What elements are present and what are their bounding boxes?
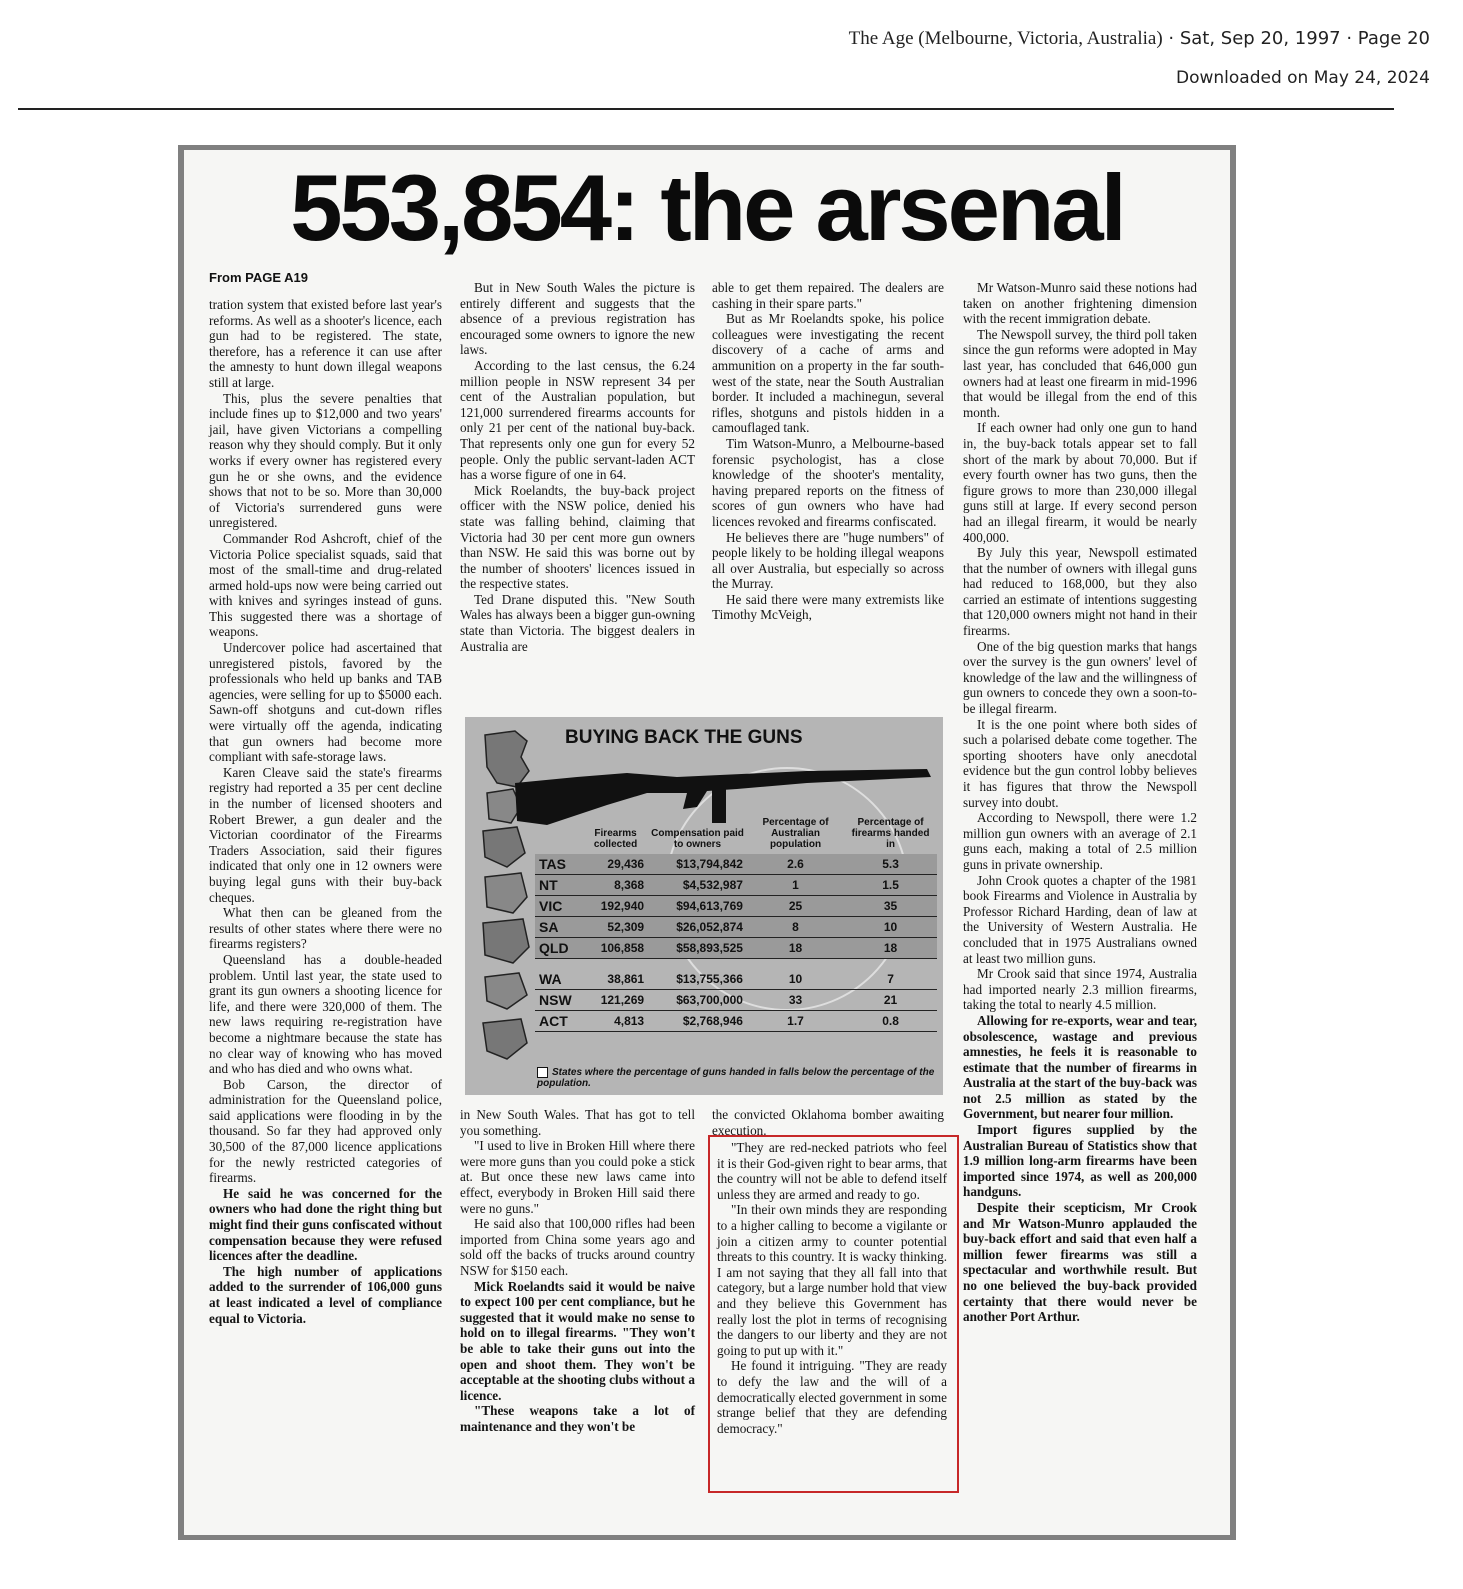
article-column-2-continued bbox=[460, 1107, 695, 1487]
paragraph: He found it intriguing. "They are ready to defy the law and the will of a democratically elected government in some strange belief that they are defending democracy." bbox=[717, 1358, 947, 1436]
table-cell: 4,813 bbox=[583, 1011, 648, 1032]
graphic-title: BUYING BACK THE GUNS bbox=[565, 727, 803, 748]
paragraph: The Newspoll survey, the third poll taken since the gun reforms were adopted in May last year, has concluded that 646,000 gun owners had at least one firearm in mid-1996 that would be illegal from the end of this month. bbox=[963, 326, 1197, 420]
paragraph: He said also that 100,000 rifles had been imported from China some years ago and sold off the backs of trucks around country NSW for $150 each. bbox=[460, 1216, 695, 1278]
table-cell: 29,436 bbox=[583, 854, 648, 875]
graphic-legend-note bbox=[537, 1067, 937, 1089]
table-row bbox=[535, 896, 937, 917]
paragraph: He said he was concerned for the owners who had done the right thing but might find their guns confiscated without compensation because they were refused licences after the deadline. bbox=[209, 1185, 442, 1264]
highlight-box bbox=[708, 1135, 959, 1493]
table-cell: 10 bbox=[844, 917, 937, 938]
article-column-1 bbox=[209, 297, 442, 1487]
paragraph: the convicted Oklahoma bomber awaiting execution. bbox=[712, 1107, 944, 1138]
paragraph: in New South Wales. That has got to tell you something. bbox=[460, 1107, 695, 1138]
paragraph: able to get them repaired. The dealers are cashing in their spare parts." bbox=[712, 280, 944, 311]
table-cell: 7 bbox=[844, 969, 937, 990]
column-header: Compensation paid to owners bbox=[651, 828, 744, 850]
state-label: WA bbox=[535, 969, 583, 990]
table-cell: 192,940 bbox=[583, 896, 648, 917]
paragraph: Karen Cleave said the state's firearms registry had reported a 35 per cent decline in the number of licensed shooters and Robert Brewer, a gun dealer and the Victorian coordinator of the Firearms Traders Association, said their figures indicated that only one in 12 owners were buying legal guns with their buy-back cheques. bbox=[209, 764, 442, 905]
article-headline: 553,854: the arsenal bbox=[290, 155, 1124, 260]
table-cell: 121,269 bbox=[583, 990, 648, 1011]
clipping-paper bbox=[184, 150, 1230, 1535]
paragraph: According to the last census, the 6.24 million people in NSW represent 34 per cent of the Australian population, but 121,000 surrendered firearms accounts for only 21 per cent of the national buy-back. That represents only one gun for every 52 people. Only the public servant-laden ACT has a worse figure of one in 64. bbox=[460, 357, 695, 483]
buyback-graphic bbox=[465, 717, 943, 1095]
paragraph: Mr Watson-Munro said these notions had taken on another frightening dimension with the recent immigration debate. bbox=[963, 280, 1197, 327]
table-header-row bbox=[535, 815, 937, 854]
paragraph: John Crook quotes a chapter of the 1981 book Firearms and Violence in Australia by Professor Richard Harding, dean of law at the University of Western Australia. He concluded that in 1975 Australians owned at least two million guns. bbox=[963, 872, 1197, 966]
paragraph: The high number of applications added to the surrender of 106,000 guns at least indicated a level of compliance equal to Victoria. bbox=[209, 1263, 442, 1326]
source-line: The Age (Melbourne, Victoria, Australia) · Sat, Sep 20, 1997 · Page 20 bbox=[848, 28, 1430, 49]
table-row bbox=[535, 854, 937, 875]
table-cell: 35 bbox=[844, 896, 937, 917]
paragraph: If each owner had only one gun to hand in, the buy-back totals appear set to fall short of the mark by about 70,000. But if every fourth owner has two guns, then the figure grows to more than 230,000 illegal guns still at large. If every second person had an illegal firearm, it would be nearly 400,000. bbox=[963, 420, 1197, 545]
table-cell: 10 bbox=[747, 969, 844, 990]
table-cell: 106,858 bbox=[583, 938, 648, 959]
paragraph: By July this year, Newspoll estimated that the number of owners with illegal guns had reduced to 168,000, but they also carried an estimate of intentions suggesting that 120,000 owners might not hand in their firearms. bbox=[963, 545, 1197, 639]
table-cell: 8 bbox=[747, 917, 844, 938]
paragraph: What then can be gleaned from the results of other states where there were no firearms registers? bbox=[209, 905, 442, 952]
table-row bbox=[535, 1011, 937, 1032]
paragraph: Commander Rod Ashcroft, chief of the Victoria Police specialist squads, said that most of the small-time and drug-related armed hold-ups now were being carried out with knives and syringes instead of guns. This suggested there was a shortage of weapons. bbox=[209, 530, 442, 640]
paragraph: "These weapons take a lot of maintenance and they won't be bbox=[460, 1403, 695, 1434]
header-divider bbox=[18, 108, 1394, 110]
table-cell: 18 bbox=[747, 938, 844, 959]
table-cell: 52,309 bbox=[583, 917, 648, 938]
newspaper-clipping bbox=[178, 145, 1236, 1540]
publication-date: Sat, Sep 20, 1997 bbox=[1179, 28, 1341, 49]
paragraph: According to Newspoll, there were 1.2 million gun owners with an average of 2.1 guns each, making a total of 2.5 million guns in private ownership. bbox=[963, 810, 1197, 872]
table-cell: 8,368 bbox=[583, 875, 648, 896]
paragraph: He said there were many extremists like Timothy McVeigh, bbox=[712, 591, 944, 623]
paragraph: Mick Roelandts said it would be naive to expect 100 per cent compliance, but he suggested that it would make no sense to hold on to illegal firearms. "They won't be able to take their guns out into the open and shoot them. They won't be acceptable at the shooting clubs without a licence. bbox=[460, 1278, 695, 1403]
state-label: NSW bbox=[535, 990, 583, 1011]
paragraph: Queensland has a double-headed problem. Until last year, the state used to grant its gun owners a shooting licence for life, and there were 320,000 of them. The new laws requiring re-registration have become a nightmare because the state has no clear way of knowing who has moved and who has died and who owns what. bbox=[209, 951, 442, 1077]
paragraph: "In their own minds they are responding to a higher calling to become a vigilante or join a citizen army to counter potential threats to this country. It is wacky thinking. I am not saying that they all fall into that category, but a large number hold that view and they believe this Government has really lost the plot in terms of recognising the dangers to our liberty and they are not going to put up with it." bbox=[717, 1202, 947, 1358]
table-cell: $63,700,000 bbox=[648, 990, 747, 1011]
paragraph: But in New South Wales the picture is entirely different and suggests that the absence of a previous registration has encouraged some owners to ignore the new laws. bbox=[460, 280, 695, 358]
table-cell: 33 bbox=[747, 990, 844, 1011]
state-label: SA bbox=[535, 917, 583, 938]
table-cell: 5.3 bbox=[844, 854, 937, 875]
state-label: NT bbox=[535, 875, 583, 896]
table-cell: 2.6 bbox=[747, 854, 844, 875]
table-cell: $2,768,946 bbox=[648, 1011, 747, 1032]
paragraph: It is the one point where both sides of such a polarised debate come together. The sporting shooters have only anecdotal evidence but the gun control lobby believes it has figures that throw the Newspoll survey into doubt. bbox=[963, 716, 1197, 810]
table-cell: 0.8 bbox=[844, 1011, 937, 1032]
table-cell: 38,861 bbox=[583, 969, 648, 990]
state-label: QLD bbox=[535, 938, 583, 959]
table-cell: 1 bbox=[747, 875, 844, 896]
paragraph: Undercover police had ascertained that unregistered pistols, favored by the professionals who held up banks and TAB agencies, were selling for up to $5000 each. Sawn-off shotguns and cut-down rifles were virtually off the agenda, indicating that gun owners had become more compliant with safe-storage laws. bbox=[209, 640, 442, 765]
table-row bbox=[535, 938, 937, 959]
paragraph: tration system that existed before last year's reforms. As well as a shooter's licence, each gun had to be registered. The state, therefore, has a reference it can use after the amnesty to hunt down illegal weapons still at large. bbox=[209, 297, 442, 390]
table-cell: 25 bbox=[747, 896, 844, 917]
page-number: Page 20 bbox=[1357, 28, 1430, 49]
paragraph: Mick Roelandts, the buy-back project officer with the NSW police, denied his state was falling behind, claiming that Victoria had 30 per cent more gun owners than NSW. He said this was borne out by the number of shooters' licences issued in the respective states. bbox=[460, 482, 695, 592]
paragraph: "They are red-necked patriots who feel it is their God-given right to bear arms, that the country will not be able to defend itself unless they are armed and ready to go. bbox=[717, 1140, 947, 1202]
article-column-4 bbox=[963, 280, 1197, 1480]
paragraph: Tim Watson-Munro, a Melbourne-based forensic psychologist, has a close knowledge of the shooter's mentality, having prepared reports on the fitness of scores of gun owners who have had licences revoked and firearms confiscated. bbox=[712, 435, 944, 529]
publication-name: The Age (Melbourne, Victoria, Australia) bbox=[848, 28, 1163, 49]
legend-swatch-icon bbox=[537, 1067, 548, 1078]
state-label: ACT bbox=[535, 1011, 583, 1032]
paragraph: One of the big question marks that hangs over the survey is the gun owners' level of knowledge of the law and the willingness of gun owners to concede they own a soon-to-be illegal firearm. bbox=[963, 638, 1197, 717]
paragraph: Bob Carson, the director of administration for the Queensland police, said applications were flooding in by the thousand. So far they had approved only 30,500 of the 87,000 licence applications for the newly restricted categories of firearms. bbox=[209, 1076, 442, 1186]
table-cell: $58,893,525 bbox=[648, 938, 747, 959]
table-cell: $4,532,987 bbox=[648, 875, 747, 896]
article-column-3 bbox=[712, 280, 944, 700]
table-spacer bbox=[535, 959, 937, 970]
paragraph: He believes there are "huge numbers" of people likely to be holding illegal weapons all over Australia, but especially so across the Murray. bbox=[712, 529, 944, 592]
table-cell: $26,052,874 bbox=[648, 917, 747, 938]
table-cell: 1.5 bbox=[844, 875, 937, 896]
column-header: Percentage of firearms handed in bbox=[851, 817, 930, 850]
column-header: Percentage of Australian population bbox=[762, 817, 829, 850]
table-cell: 1.7 bbox=[747, 1011, 844, 1032]
paragraph: This, plus the severe penalties that include fines up to $12,000 and two years' jail, have given Victorians a compelling reason why they should comply. But it only works if every owner has registered every gun he or she owns, and the evidence shows that not to be so. More than 30,000 of Victoria's surrendered guns were unregistered. bbox=[209, 390, 442, 531]
table-cell: $13,755,366 bbox=[648, 969, 747, 990]
table-row bbox=[535, 990, 937, 1011]
table-cell: 21 bbox=[844, 990, 937, 1011]
state-label: TAS bbox=[535, 854, 583, 875]
table-cell: 18 bbox=[844, 938, 937, 959]
legend-text: States where the percentage of guns handed in falls below the percentage of the population. bbox=[537, 1067, 935, 1090]
table-cell: $13,794,842 bbox=[648, 854, 747, 875]
state-label: VIC bbox=[535, 896, 583, 917]
paragraph: Import figures supplied by the Australian Bureau of Statistics show that 1.9 million long-arm firearms have been imported since 1974, as well as 200,000 handguns. bbox=[963, 1122, 1197, 1200]
download-date: Downloaded on May 24, 2024 bbox=[1176, 68, 1430, 88]
continuation-kicker: From PAGE A19 bbox=[209, 270, 308, 285]
column-header: Firearms collected bbox=[593, 828, 638, 850]
paragraph: Ted Drane disputed this. "New South Wales has always been a bigger gun-owning state than Victoria. The biggest dealers in Australia are bbox=[460, 591, 695, 654]
table-row bbox=[535, 969, 937, 990]
article-column-2 bbox=[460, 280, 695, 700]
buyback-table bbox=[535, 815, 937, 1032]
table-cell: $94,613,769 bbox=[648, 896, 747, 917]
paragraph: "I used to live in Broken Hill where there were more guns than you could poke a stick at. But once these new laws came into effect, everybody in Broken Hill said there were no guns." bbox=[460, 1138, 695, 1216]
table-row bbox=[535, 917, 937, 938]
table-row bbox=[535, 875, 937, 896]
paragraph: Despite their scepticism, Mr Crook and Mr Watson-Munro applauded the buy-back effort and said that even half a million fewer firearms was still a spectacular and worthwhile result. But no one believed the buy-back provided certainty that there would never be another Port Arthur. bbox=[963, 1200, 1197, 1325]
paragraph: Allowing for re-exports, wear and tear, obsolescence, wastage and previous amnesties, he feels it is reasonable to estimate that the number of firearms in Australia at the start of the buy-back was not 2.5 million as stated by the Government, but nearer four million. bbox=[963, 1012, 1197, 1122]
paragraph: Mr Crook said that since 1974, Australia had imported nearly 2.3 million firearms, taking the total to nearly 4.5 million. bbox=[963, 966, 1197, 1013]
paragraph: But as Mr Roelandts spoke, his police colleagues were investigating the recent discovery of a cache of arms and ammunition on a property in the far south-west of the state, near the South Australian border. It included a machinegun, several rifles, shotguns and pistols hidden in a camouflaged tank. bbox=[712, 311, 944, 436]
